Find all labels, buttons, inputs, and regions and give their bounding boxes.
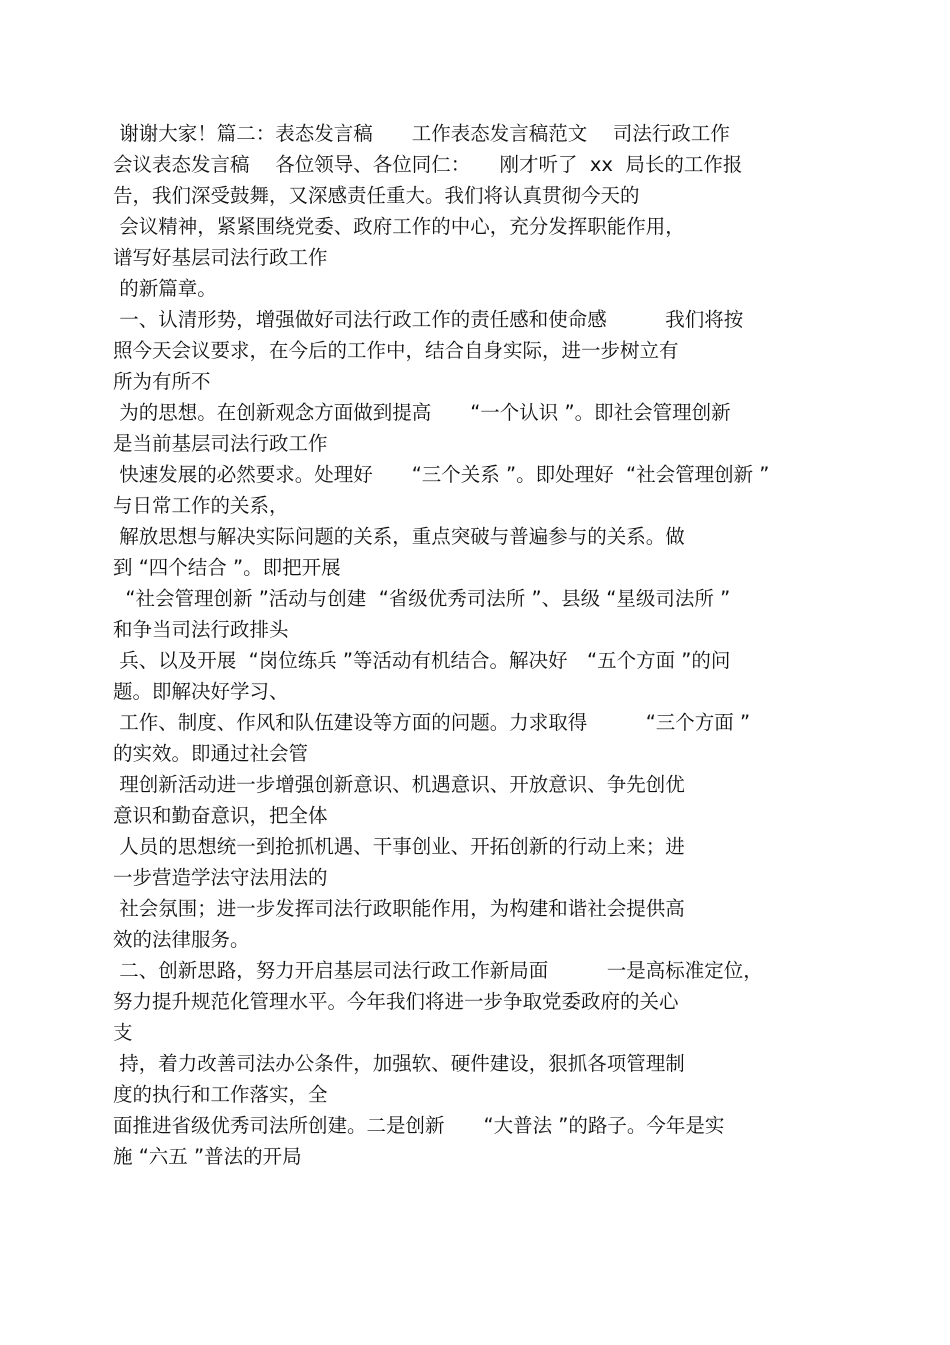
text-line: 快速发展的必然要求。处理好 “三个关系 ”。即处理好 “社会管理创新 ” xyxy=(113,463,770,486)
text-line: 意识和勤奋意识，把全体 xyxy=(113,804,328,827)
text-line: 题。即解决好学习、 xyxy=(113,680,289,703)
text-line: 工作、制度、作风和队伍建设等方面的问题。力求取得 “三个方面 ” xyxy=(113,711,751,734)
text-line: 理创新活动进一步增强创新意识、机遇意识、开放意识、争先创优 xyxy=(113,773,685,796)
text-line: 面推进省级优秀司法所创建。二是创新 “大普法 ”的路子。今年是实 xyxy=(113,1114,725,1137)
text-line: 所为有所不 xyxy=(113,370,211,393)
text-line: 会议表态发言稿 各位领导、各位同仁： 刚才听了 xx 局长的工作报 xyxy=(113,153,743,176)
text-line: 支 xyxy=(113,1021,133,1044)
text-line: 到 “四个结合 ”。即把开展 xyxy=(113,556,341,579)
text-line: 努力提升规范化管理水平。今年我们将进一步争取党委政府的关心 xyxy=(113,990,679,1013)
text-line: 会议精神，紧紧围绕党委、政府工作的中心，充分发挥职能作用， xyxy=(113,215,685,238)
text-line: 的实效。即通过社会管 xyxy=(113,742,309,765)
text-line: 和争当司法行政排头 xyxy=(113,618,289,641)
text-line: 施 “六五 ”普法的开局 xyxy=(113,1145,302,1168)
text-line: 与日常工作的关系， xyxy=(113,494,289,517)
text-line: 一步营造学法守法用法的 xyxy=(113,866,328,889)
text-line: 一、认清形势，增强做好司法行政工作的责任感和使命感 我们将按 xyxy=(113,308,744,331)
text-line: 人员的思想统一到抢抓机遇、干事创业、开拓创新的行动上来；进 xyxy=(113,835,685,858)
text-line: 为的思想。在创新观念方面做到提高 “一个认识 ”。即社会管理创新 xyxy=(113,401,731,424)
text-line: 谢谢大家！篇二：表态发言稿 工作表态发言稿范文 司法行政工作 xyxy=(113,122,730,145)
text-line: 效的法律服务。 xyxy=(113,928,250,951)
text-line: 的新篇章。 xyxy=(113,277,217,300)
text-line: 兵、以及开展 “岗位练兵 ”等活动有机结合。解决好 “五个方面 ”的问 xyxy=(113,649,731,672)
text-line: 持，着力改善司法办公条件，加强软、硬件建设，狠抓各项管理制 xyxy=(113,1052,685,1075)
text-line: 二、创新思路，努力开启基层司法行政工作新局面 一是高标准定位， xyxy=(113,959,763,982)
text-line: 照今天会议要求，在今后的工作中，结合自身实际，进一步树立有 xyxy=(113,339,679,362)
text-line: 社会氛围；进一步发挥司法行政职能作用，为构建和谐社会提供高 xyxy=(113,897,685,920)
text-line: 是当前基层司法行政工作 xyxy=(113,432,328,455)
text-line: “社会管理创新 ”活动与创建 “省级优秀司法所 ”、县级 “星级司法所 ” xyxy=(113,587,731,610)
text-line: 解放思想与解决实际问题的关系，重点突破与普遍参与的关系。做 xyxy=(113,525,685,548)
text-line: 度的执行和工作落实，全 xyxy=(113,1083,328,1106)
text-line: 告，我们深受鼓舞，又深感责任重大。我们将认真贯彻今天的 xyxy=(113,184,640,207)
text-line: 谱写好基层司法行政工作 xyxy=(113,246,328,269)
